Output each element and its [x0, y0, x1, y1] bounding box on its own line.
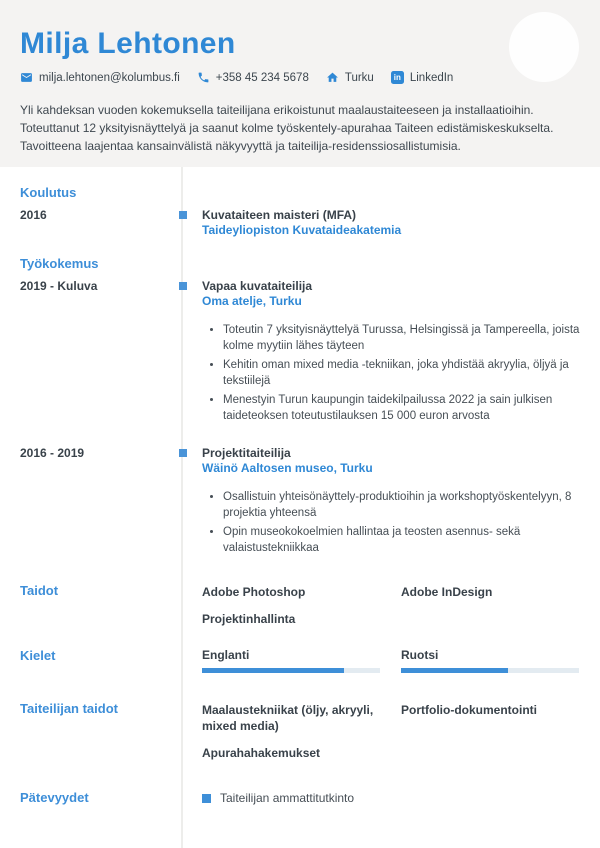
skill-item: Apurahahakemukset: [202, 746, 321, 760]
section-experience-heading: Työkokemus: [20, 256, 99, 271]
section-artist-skills: [0, 702, 600, 761]
section-education: [0, 186, 600, 238]
entry-date: 2016 - 2019: [20, 446, 85, 460]
skill-item: Maalaustekniikat (öljy, akryyli, mixed media): [202, 703, 374, 733]
page-title: Milja Lehtonen: [20, 27, 236, 60]
qualification-bullet-square: [202, 794, 211, 803]
profile-summary: Yli kahdeksan vuoden kokemuksella taiteilijana erikoistunut maalaustaiteeseen ja installaatioihin. Toteuttanut 12 yksityisnäyttelyä ja saanut kolme työskentely-apurahaa Taiteen edistämiskeskukselta. Tavoitteena laajentaa kansainvälistä näkyvyyttä ja taiteilija-residenssiosallistumisia.: [20, 103, 554, 153]
section-skills-heading: Taidot: [20, 583, 59, 598]
section-education-heading: Koulutus: [20, 185, 77, 200]
contact-linkedin-text: LinkedIn: [409, 71, 454, 84]
qualifications-list: [182, 791, 600, 805]
timeline-marker-square: [179, 282, 187, 290]
skill-item: Adobe Photoshop: [202, 585, 306, 599]
skill-item: Adobe InDesign: [401, 585, 493, 599]
contact-location-text: Turku: [344, 71, 374, 84]
qualification-text: Taiteilijan ammattitutkinto: [220, 791, 355, 805]
skill-item: Projektinhallinta: [202, 612, 296, 626]
entry-main: [182, 279, 600, 427]
language-level-fill: [401, 668, 508, 673]
cv-body: [0, 167, 600, 848]
job-title: Projektitaiteilija: [202, 446, 291, 460]
cv-header: [0, 0, 600, 167]
experience-entry: [0, 446, 600, 559]
language-name: Englanti: [202, 648, 250, 662]
home-icon: [326, 71, 339, 84]
degree-title: Kuvataiteen maisteri (MFA): [202, 208, 357, 222]
language-level-bar: [202, 668, 380, 673]
linkedin-icon: in: [391, 71, 404, 84]
entry-date: 2016: [20, 208, 47, 222]
section-languages: [0, 649, 600, 673]
skills-grid: [182, 584, 600, 627]
section-qualifications: [0, 791, 600, 805]
skill-item: Portfolio-dokumentointi: [401, 703, 537, 717]
language-item: [202, 649, 381, 673]
email-icon: [20, 71, 33, 84]
section-experience: [0, 257, 600, 559]
artist-skills-grid: [182, 702, 600, 761]
achievement-list: [202, 322, 582, 424]
entry-date: 2019 - Kuluva: [20, 279, 98, 293]
achievement-item: • Toteutin 7 yksityisnäyttelyä Turussa, Helsingissä ja Tampereella, joista kolme myytiin lähes täyteen: [223, 322, 582, 354]
employer-name: Wäinö Aaltosen museo, Turku: [202, 461, 373, 475]
section-skills: [0, 584, 600, 627]
contact-location: [326, 71, 374, 84]
school-name: Taideyliopiston Kuvataideakatemia: [202, 223, 402, 237]
avatar: [509, 12, 579, 82]
contact-email-text: milja.lehtonen@kolumbus.fi: [39, 71, 180, 84]
achievement-list: [202, 489, 582, 556]
timeline-marker-square: [179, 449, 187, 457]
section-qualifications-heading: Pätevyydet: [20, 790, 89, 805]
employer-name: Oma atelje, Turku: [202, 294, 302, 308]
job-title: Vapaa kuvataiteilija: [202, 279, 313, 293]
achievement-item: • Menestyin Turun kaupungin taidekilpailussa 2022 ja sain julkisen taideteoksen toteutustilauksen 15 000 euron arvosta: [223, 392, 582, 424]
contact-email[interactable]: [20, 71, 180, 84]
education-entry: [0, 208, 600, 238]
contact-phone-text: +358 45 234 5678: [215, 71, 309, 84]
entry-main: [182, 208, 600, 238]
contact-row: [20, 71, 580, 84]
language-item: [401, 649, 580, 673]
experience-entry: [0, 279, 600, 427]
contact-linkedin[interactable]: [391, 71, 453, 84]
qualification-item: [202, 791, 381, 805]
contact-phone[interactable]: [197, 71, 309, 84]
language-name: Ruotsi: [401, 648, 439, 662]
languages-grid: [182, 649, 600, 673]
language-level-fill: [202, 668, 344, 673]
language-level-bar: [401, 668, 579, 673]
entry-main: [182, 446, 600, 559]
timeline-marker-square: [179, 211, 187, 219]
phone-icon: [197, 71, 210, 84]
achievement-item: • Kehitin oman mixed media -tekniikan, joka yhdistää akryylia, öljyä ja tekstiilejä: [223, 357, 582, 389]
achievement-item: • Osallistuin yhteisönäyttely-produktioihin ja workshoptyöskentelyyn, 8 projektia yhteensä: [223, 489, 582, 521]
section-artist-skills-heading: Taiteilijan taidot: [20, 701, 118, 716]
section-languages-heading: Kielet: [20, 648, 56, 663]
achievement-item: • Opin museokokoelmien hallintaa ja teosten asennus- sekä valaistustekniikkaa: [223, 524, 582, 556]
